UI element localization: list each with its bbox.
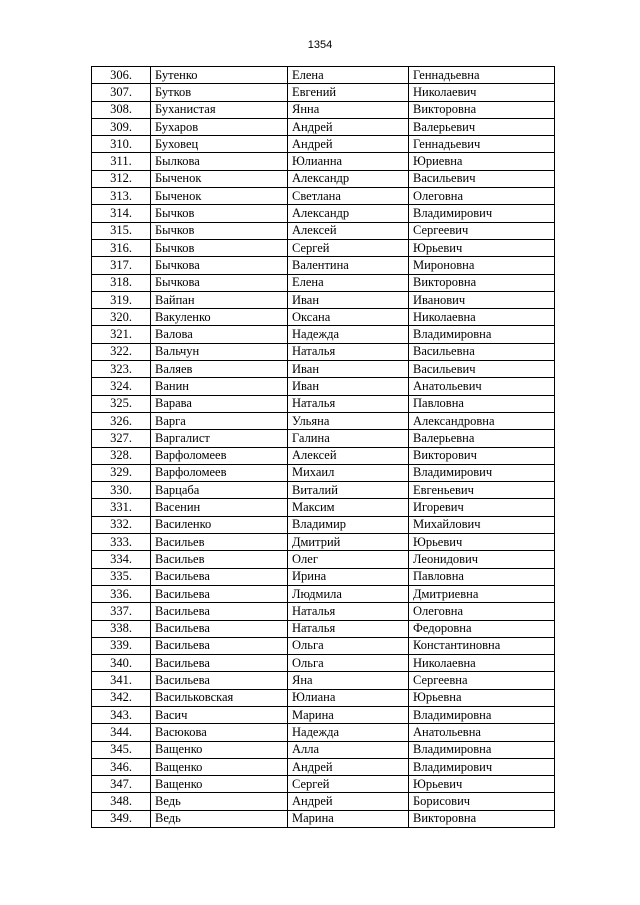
first-name-cell: Иван [288,291,409,308]
first-name-cell: Сергей [288,776,409,793]
surname-cell: Ванин [151,378,288,395]
surname-cell: Васильева [151,655,288,672]
table-row [92,706,555,723]
table-row [92,378,555,395]
row-number: 314. [92,205,151,222]
row-number: 331. [92,499,151,516]
surname-cell: Вакуленко [151,309,288,326]
table-row [92,482,555,499]
first-name-cell: Сергей [288,239,409,256]
patronymic-cell: Борисович [409,793,555,810]
roster-table [91,66,555,828]
patronymic-cell: Юрьевна [409,689,555,706]
patronymic-cell: Валерьевна [409,430,555,447]
table-row [92,620,555,637]
table-row [92,188,555,205]
first-name-cell: Валентина [288,257,409,274]
table-row [92,568,555,585]
first-name-cell: Михаил [288,464,409,481]
table-row [92,153,555,170]
page-number: 1354 [307,39,333,51]
patronymic-cell: Анатольевич [409,378,555,395]
first-name-cell: Елена [288,274,409,291]
surname-cell: Васильева [151,620,288,637]
row-number: 340. [92,655,151,672]
surname-cell: Буханистая [151,101,288,118]
surname-cell: Быченок [151,170,288,187]
first-name-cell: Юлиана [288,689,409,706]
table-row [92,447,555,464]
row-number: 338. [92,620,151,637]
table-row [92,291,555,308]
table-row [92,136,555,153]
patronymic-cell: Александровна [409,412,555,429]
surname-cell: Варфоломеев [151,447,288,464]
surname-cell: Ващенко [151,758,288,775]
surname-cell: Васильева [151,603,288,620]
row-number: 327. [92,430,151,447]
first-name-cell: Дмитрий [288,534,409,551]
patronymic-cell: Васильевна [409,343,555,360]
patronymic-cell: Юрьевич [409,239,555,256]
row-number: 306. [92,67,151,84]
row-number: 332. [92,516,151,533]
roster-body [92,67,555,828]
patronymic-cell: Николаевич [409,84,555,101]
table-row [92,499,555,516]
row-number: 322. [92,343,151,360]
table-row [92,689,555,706]
table-row [92,655,555,672]
row-number: 328. [92,447,151,464]
surname-cell: Бухаров [151,118,288,135]
table-row [92,534,555,551]
patronymic-cell: Сергеевна [409,672,555,689]
surname-cell: Варфоломеев [151,464,288,481]
first-name-cell: Александр [288,205,409,222]
table-row [92,170,555,187]
surname-cell: Варгалист [151,430,288,447]
patronymic-cell: Викторовна [409,810,555,827]
row-number: 339. [92,637,151,654]
surname-cell: Васильева [151,637,288,654]
first-name-cell: Галина [288,430,409,447]
row-number: 343. [92,706,151,723]
table-row [92,309,555,326]
surname-cell: Бычкова [151,274,288,291]
patronymic-cell: Владимирович [409,758,555,775]
patronymic-cell: Викторович [409,447,555,464]
table-row [92,724,555,741]
surname-cell: Бычков [151,222,288,239]
table-row [92,205,555,222]
surname-cell: Бычков [151,205,288,222]
table-row [92,810,555,827]
surname-cell: Васюкова [151,724,288,741]
row-number: 323. [92,361,151,378]
row-number: 334. [92,551,151,568]
surname-cell: Васильева [151,672,288,689]
first-name-cell: Надежда [288,724,409,741]
first-name-cell: Алексей [288,447,409,464]
patronymic-cell: Николаевна [409,309,555,326]
row-number: 325. [92,395,151,412]
surname-cell: Валяев [151,361,288,378]
row-number: 319. [92,291,151,308]
table-row [92,239,555,256]
table-row [92,551,555,568]
surname-cell: Бутенко [151,67,288,84]
row-number: 312. [92,170,151,187]
surname-cell: Василенко [151,516,288,533]
first-name-cell: Марина [288,810,409,827]
first-name-cell: Оксана [288,309,409,326]
row-number: 317. [92,257,151,274]
surname-cell: Васильева [151,585,288,602]
first-name-cell: Марина [288,706,409,723]
table-row [92,84,555,101]
table-row [92,430,555,447]
table-row [92,67,555,84]
first-name-cell: Светлана [288,188,409,205]
first-name-cell: Наталья [288,603,409,620]
patronymic-cell: Юриевна [409,153,555,170]
table-row [92,516,555,533]
row-number: 348. [92,793,151,810]
row-number: 349. [92,810,151,827]
row-number: 313. [92,188,151,205]
first-name-cell: Иван [288,378,409,395]
first-name-cell: Андрей [288,758,409,775]
patronymic-cell: Павловна [409,395,555,412]
surname-cell: Буховец [151,136,288,153]
patronymic-cell: Анатольевна [409,724,555,741]
table-row [92,274,555,291]
first-name-cell: Людмила [288,585,409,602]
table-row [92,257,555,274]
surname-cell: Бычков [151,239,288,256]
table-row [92,585,555,602]
patronymic-cell: Владимировна [409,741,555,758]
surname-cell: Васенин [151,499,288,516]
patronymic-cell: Васильевич [409,170,555,187]
table-row [92,464,555,481]
patronymic-cell: Мироновна [409,257,555,274]
surname-cell: Ващенко [151,776,288,793]
patronymic-cell: Олеговна [409,188,555,205]
surname-cell: Ващенко [151,741,288,758]
first-name-cell: Алексей [288,222,409,239]
table-row [92,412,555,429]
first-name-cell: Наталья [288,620,409,637]
surname-cell: Васильева [151,568,288,585]
first-name-cell: Алла [288,741,409,758]
patronymic-cell: Юрьевич [409,534,555,551]
row-number: 341. [92,672,151,689]
first-name-cell: Андрей [288,136,409,153]
table-row [92,672,555,689]
first-name-cell: Ирина [288,568,409,585]
row-number: 309. [92,118,151,135]
first-name-cell: Ольга [288,637,409,654]
surname-cell: Васильев [151,551,288,568]
patronymic-cell: Константиновна [409,637,555,654]
surname-cell: Вайпан [151,291,288,308]
row-number: 335. [92,568,151,585]
table-row [92,776,555,793]
table-row [92,603,555,620]
row-number: 333. [92,534,151,551]
row-number: 345. [92,741,151,758]
patronymic-cell: Николаевна [409,655,555,672]
surname-cell: Бычкова [151,257,288,274]
patronymic-cell: Владимирович [409,464,555,481]
row-number: 337. [92,603,151,620]
patronymic-cell: Валерьевич [409,118,555,135]
row-number: 330. [92,482,151,499]
first-name-cell: Максим [288,499,409,516]
patronymic-cell: Федоровна [409,620,555,637]
patronymic-cell: Владимирович [409,205,555,222]
table-row [92,637,555,654]
surname-cell: Васильковская [151,689,288,706]
row-number: 310. [92,136,151,153]
surname-cell: Валова [151,326,288,343]
patronymic-cell: Дмитриевна [409,585,555,602]
surname-cell: Варга [151,412,288,429]
table-row [92,326,555,343]
table-row [92,793,555,810]
patronymic-cell: Михайлович [409,516,555,533]
surname-cell: Варцаба [151,482,288,499]
surname-cell: Васильев [151,534,288,551]
first-name-cell: Андрей [288,793,409,810]
table-row [92,395,555,412]
first-name-cell: Ульяна [288,412,409,429]
row-number: 342. [92,689,151,706]
row-number: 311. [92,153,151,170]
patronymic-cell: Викторовна [409,101,555,118]
surname-cell: Ведь [151,810,288,827]
surname-cell: Ведь [151,793,288,810]
patronymic-cell: Владимировна [409,326,555,343]
table-row [92,101,555,118]
table-row [92,222,555,239]
row-number: 315. [92,222,151,239]
surname-cell: Былкова [151,153,288,170]
patronymic-cell: Геннадьевич [409,136,555,153]
first-name-cell: Ольга [288,655,409,672]
first-name-cell: Янна [288,101,409,118]
row-number: 316. [92,239,151,256]
row-number: 307. [92,84,151,101]
patronymic-cell: Евгеньевич [409,482,555,499]
first-name-cell: Юлианна [288,153,409,170]
first-name-cell: Наталья [288,395,409,412]
first-name-cell: Евгений [288,84,409,101]
patronymic-cell: Сергеевич [409,222,555,239]
surname-cell: Вальчун [151,343,288,360]
first-name-cell: Надежда [288,326,409,343]
table-row [92,758,555,775]
row-number: 336. [92,585,151,602]
patronymic-cell: Игоревич [409,499,555,516]
patronymic-cell: Олеговна [409,603,555,620]
patronymic-cell: Геннадьевна [409,67,555,84]
row-number: 320. [92,309,151,326]
first-name-cell: Виталий [288,482,409,499]
first-name-cell: Яна [288,672,409,689]
patronymic-cell: Васильевич [409,361,555,378]
row-number: 344. [92,724,151,741]
patronymic-cell: Юрьевич [409,776,555,793]
row-number: 329. [92,464,151,481]
row-number: 324. [92,378,151,395]
patronymic-cell: Викторовна [409,274,555,291]
first-name-cell: Олег [288,551,409,568]
surname-cell: Васич [151,706,288,723]
row-number: 346. [92,758,151,775]
first-name-cell: Наталья [288,343,409,360]
table-row [92,118,555,135]
row-number: 326. [92,412,151,429]
surname-cell: Бутков [151,84,288,101]
table-row [92,343,555,360]
patronymic-cell: Павловна [409,568,555,585]
row-number: 308. [92,101,151,118]
patronymic-cell: Леонидович [409,551,555,568]
patronymic-cell: Владимировна [409,706,555,723]
table-row [92,361,555,378]
table-row [92,741,555,758]
first-name-cell: Иван [288,361,409,378]
first-name-cell: Александр [288,170,409,187]
first-name-cell: Андрей [288,118,409,135]
first-name-cell: Елена [288,67,409,84]
row-number: 321. [92,326,151,343]
row-number: 347. [92,776,151,793]
patronymic-cell: Иванович [409,291,555,308]
first-name-cell: Владимир [288,516,409,533]
row-number: 318. [92,274,151,291]
surname-cell: Варава [151,395,288,412]
surname-cell: Быченок [151,188,288,205]
